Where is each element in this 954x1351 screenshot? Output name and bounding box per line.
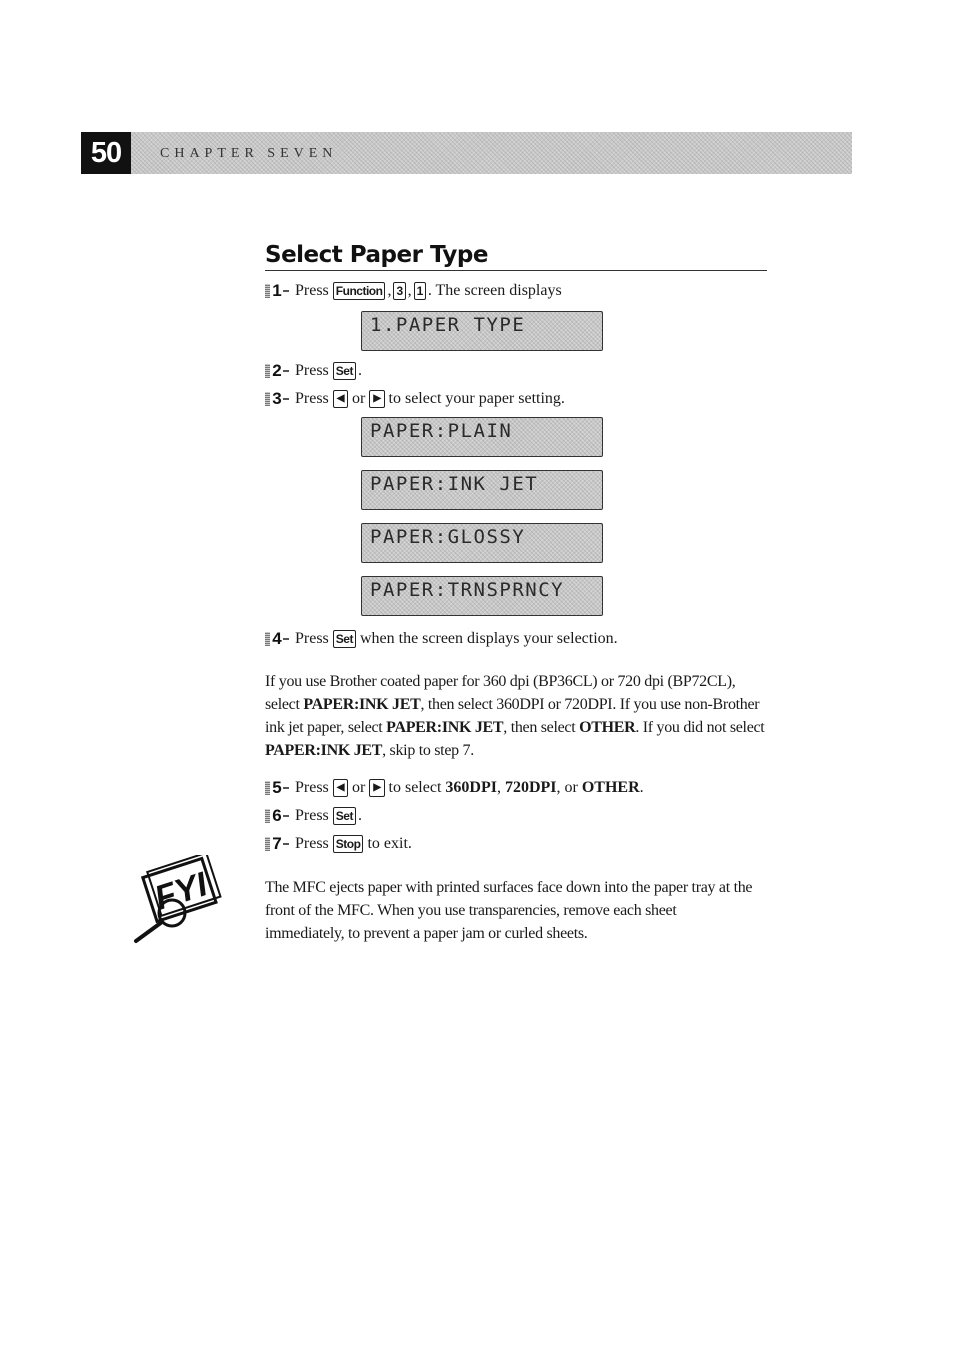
option-360dpi: 360DPI <box>445 779 497 796</box>
paragraph-text: If you use Brother coated paper for 360 dpi (BP36CL) or 720 dpi (BP72CL), select <box>265 673 736 713</box>
step-text: to select your paper setting. <box>388 390 565 407</box>
set-key: Set <box>333 630 356 648</box>
step-text: Press <box>295 362 329 379</box>
lcd-display-plain <box>361 417 603 457</box>
step-number: 2 <box>265 361 289 381</box>
svg-text:FYI: FYI <box>149 865 213 918</box>
paragraph-bold: PAPER:INK JET <box>386 719 504 736</box>
paragraph-bold: PAPER:INK JET <box>265 742 383 759</box>
option-other: OTHER <box>581 779 640 796</box>
step-4 <box>265 628 620 650</box>
step-text: . The screen displays <box>427 282 562 299</box>
paragraph-text: , then select 360DPI or 720DPI. If you use non-Brother ink jet paper, select <box>265 696 760 736</box>
step-text: Press <box>295 630 329 647</box>
paper-instructions-paragraph <box>265 670 765 762</box>
step-text: or <box>351 390 366 407</box>
step-text: Press <box>295 282 329 299</box>
step-text: or <box>351 779 366 796</box>
step-text: Press <box>295 390 329 407</box>
lcd-text: PAPER:PLAIN <box>370 420 513 442</box>
step-text: , <box>387 282 392 299</box>
paragraph-bold: OTHER <box>579 719 636 736</box>
fyi-note-text: The MFC ejects paper with printed surfaces face down into the paper tray at the front of the MFC. When you use transparencies, remove each sheet immediately, to prevent a paper jam or curled sheets. <box>265 879 753 942</box>
lcd-display-ink-jet <box>361 470 603 510</box>
step-text: . <box>357 362 362 379</box>
lcd-display-glossy <box>361 523 603 563</box>
key-3: 3 <box>393 282 405 300</box>
step-text: . <box>639 779 644 796</box>
fyi-magnifier-icon <box>130 855 225 945</box>
lcd-text: 1.PAPER TYPE <box>370 314 526 336</box>
page-number: 50 <box>81 132 131 174</box>
title-rule <box>265 270 767 271</box>
step-3 <box>265 388 567 410</box>
step-1 <box>265 280 562 302</box>
lcd-text: PAPER:GLOSSY <box>370 526 526 548</box>
step-text: Press <box>295 779 329 796</box>
lcd-display-trnsprncy <box>361 576 603 616</box>
right-arrow-key-icon: ▶ <box>369 779 384 797</box>
left-arrow-key-icon: ◀ <box>333 390 348 408</box>
left-arrow-key-icon: ◀ <box>333 779 348 797</box>
step-number: 6 <box>265 806 289 826</box>
step-number: 1 <box>265 281 289 301</box>
option-720dpi: 720DPI <box>504 779 557 796</box>
step-number: 3 <box>265 389 289 409</box>
step-5 <box>265 777 644 799</box>
step-text: , <box>496 779 501 796</box>
lcd-text: PAPER:TRNSPRNCY <box>370 579 565 601</box>
step-text: when the screen displays your selection. <box>359 630 618 647</box>
section-title: Select Paper Type <box>265 242 488 268</box>
set-key: Set <box>333 362 356 380</box>
step-text: , <box>407 282 412 299</box>
lcd-display-paper-type <box>361 311 603 351</box>
lcd-text: PAPER:INK JET <box>370 473 539 495</box>
step-text: to exit. <box>367 835 412 852</box>
paragraph-text: . If you did not select <box>635 719 765 736</box>
step-text: Press <box>295 835 329 852</box>
step-text: to select <box>388 779 442 796</box>
step-text: , or <box>556 779 578 796</box>
paragraph-bold: PAPER:INK JET <box>303 696 421 713</box>
step-text: . <box>357 807 362 824</box>
stop-key: Stop <box>333 835 364 853</box>
key-1: 1 <box>414 282 426 300</box>
set-key: Set <box>333 807 356 825</box>
step-6 <box>265 805 362 827</box>
step-2 <box>265 360 362 382</box>
step-number: 5 <box>265 778 289 798</box>
paragraph-text: , skip to step 7. <box>382 742 474 759</box>
step-number: 4 <box>265 629 289 649</box>
step-number: 7 <box>265 834 289 854</box>
right-arrow-key-icon: ▶ <box>369 390 384 408</box>
function-key: Function <box>333 282 386 300</box>
step-text: Press <box>295 807 329 824</box>
chapter-label: CHAPTER SEVEN <box>160 146 338 161</box>
paragraph-text: , then select <box>503 719 580 736</box>
step-7 <box>265 833 414 855</box>
